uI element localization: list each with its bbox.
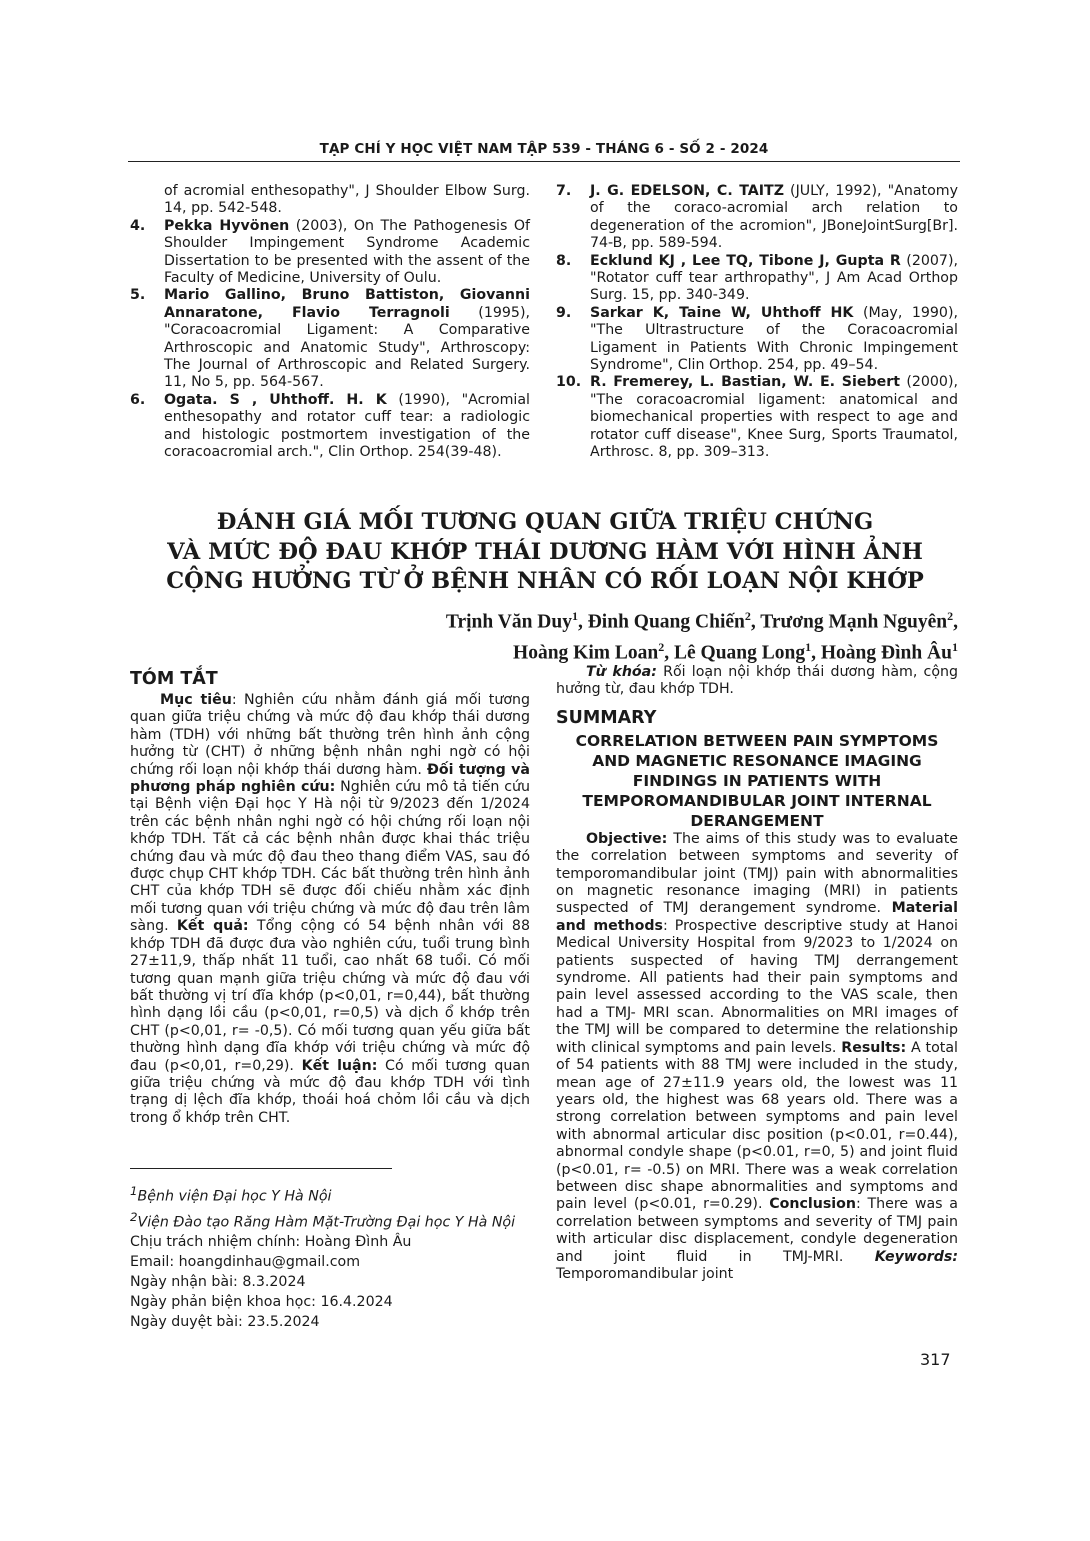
results-text-en: A total of 54 patients with 88 TMJ were included in the study, mean age of 27±11.9 years old, the lowest was 11 years old, the highest was 68 years old. There was a strong correlation between symptoms and pain level with abnormal articular disc position (p<0.01, r=0.44), abnormal condyle shape (p<0.01, r=0, 5) and joint fluid (p<0.01, r= -0.5) on MRI. There was a weak correlation between disc shape abnormalities and symptoms and pain level (p<0.01, r=0.29). [556,1039,959,1213]
author-separator: , [750,611,761,633]
reference-item [556,253,958,305]
summary-english [556,664,958,1283]
reference-number: 8. [556,252,572,269]
references-left-column [130,183,530,462]
author-separator: , [664,642,674,663]
reference-item [556,305,958,375]
author-affiliation: 2 [947,609,954,623]
footnotes [130,1181,540,1332]
article-title-line: ĐÁNH GIÁ MỐI TƯƠNG QUAN GIỮA TRIỆU CHỨNG [216,509,874,535]
affiliation-2: $^2$Viện Đào tạo Răng Hàm Mặt-Trường Đại học Y Hà Nội [130,1209,516,1231]
reference-item [130,392,530,462]
article-title-line: CỘNG HƯỞNG TỪ Ở BỆNH NHÂN CÓ RỐI LOẠN NỘI KHỚP [166,568,924,594]
results-text: Tổng cộng có 54 bệnh nhân với 88 khớp TDH đã được đưa vào nghiên cứu, tuổi trung bình 27±11,9, thấp nhất 11 tuổi, cao nhất 68 tuổi. Có mối tương quan mạnh giữa triệu chứng và mức độ đau với bất thường vị trí đĩa khớp (p<0,01, r=0,44), bất thường hình dạng lồi cầu (p<0,01, r=0,5) và dịch ổ khớp trên CHT (p<0,01, r= -0,5). Có mối tương quan yếu giữa bất thường hình dạng đĩa khớp với triệu chứng và mức độ đau (p<0,01, r=0,29). [130,918,530,1074]
reference-details: (2007), "Rotator cuff tear arthropathy", J Am Acad Orthop Surg. 15, pp. 340-349. [590,252,958,304]
reference-continuation [130,183,530,218]
author-separator: , [577,611,588,633]
objective-label-en: Objective: [586,830,668,847]
conclusion-text: Có mối tương quan giữa triệu chứng và mức độ đau khớp TDH với tình trạng dị lệch đĩa khớp, thoái hoá chỏm lồi cầu và dịch trong ổ khớp trên CHT. [130,1057,530,1126]
reference-number: 6. [130,391,146,408]
author-name: Hoàng Đình Âu [820,642,952,663]
article-title-line: VÀ MỨC ĐỘ ĐAU KHỚP THÁI DƯƠNG HÀM VỚI HÌNH ẢNH [167,538,923,565]
results-label-en: Results: [841,1039,907,1056]
affiliation-1: $^1$Bệnh viện Đại học Y Hà Nội [130,1184,332,1205]
keywords-vi-text: Rối loạn nội khớp thái dương hàm, cộng hưởng từ, đau khớp TDH. [556,664,959,698]
conclusion-label-en: Conclusion [769,1196,856,1213]
reference-number: 10. [556,374,582,391]
author-name: Lê Quang Long [673,642,806,663]
abstract-heading: TÓM TẮT [130,669,218,689]
reference-number: 4. [130,217,146,234]
reference-details: (May, 1990), "The Ultrastructure of the Coracoacromial Ligament in Patients With Chronic Impingement Syndrome", Clin Orthop. 254, pp. 49–54. [590,304,959,374]
conclusion-label: Kết luận: [301,1057,378,1074]
reference-authors: Pekka Hyvönen [164,217,290,234]
reference-authors: Mario Gallino, Bruno Battiston, Giovanni Annaratone, Flavio Terragnoli [164,287,530,321]
methods-label-en: Material and methods [556,900,958,934]
reference-details: (1995), "Coracoacromial Ligament: A Comparative Arthroscopic and Anatomic Study", Arthroscopy: The Journal of Arthroscopic and Related Surgery. 11, No 5, pp. 564-567. [164,304,530,391]
date-received: Ngày nhận bài: 8.3.2024 [130,1274,306,1291]
keywords-en-label: Keywords: [874,1248,958,1265]
objective-label: Mục tiêu [160,692,232,708]
reference-details: (2003), On The Pathogenesis Of Shoulder Impingement Syndrome Academic Dissertation to be presented with the assent of the Faculty of Medicine, University of Oulu. [164,217,530,287]
objective-text: : Nghiên cứu nhằm đánh giá mối tương quan giữa triệu chứng và mức độ đau khớp thái dương hàm (TDH) với những bất thường trên hình ảnh cộng hưởng từ (CHT) ở những bệnh nhân nghi ngờ có hội chứng rối loạn nội khớp thái dương hàm. [130,692,531,778]
reference-authors: Sarkar K, Taine W, Uhthoff HK [590,304,854,321]
methods-text-en: : Prospective descriptive study at Hanoi Medical University Hospital from 9/2023 to 1/2024 on patients suspected of having TMJ derrangement syndrome. All patients had their pain symptoms and pain level assessed according to the VAS scale, then had a TMJ- MRI scan. Abnormalities on MRI images of the TMJ will be compared to determine the relationship with clinical symptoms and pain levels. [556,917,958,1056]
reference-number: 7. [556,183,572,199]
reference-item [130,287,530,391]
keywords-vi-label: Từ khóa: [586,664,657,680]
author-separator: , [811,642,821,663]
author-affiliation: 1 [952,639,958,654]
reference-authors: R. Fremerey, L. Bastian, W. E. Siebert [590,374,901,391]
author-affiliation: 1 [805,639,812,654]
article-authors [300,604,958,665]
references-right-column [556,183,958,462]
contact-email: Email: hoangdinhau@gmail.com [130,1254,361,1271]
journal-header: TẠP CHÍ Y HỌC VIỆT NAM TẬP 539 - THÁNG 6 - SỐ 2 - 2024 [319,141,769,157]
author-affiliation: 1 [571,609,578,623]
date-accepted: Ngày duyệt bài: 23.5.2024 [130,1314,320,1331]
reference-details: (JULY, 1992), "Anatomy of the coraco-acromial arch relation to degeneration of the acromion", JBoneJointSurg[Br]. 74-B, pp. 589-594. [590,183,958,252]
article-title [128,508,962,597]
reference-number: 5. [130,287,146,304]
objective-text-en: The aims of this study was to evaluate the correlation between symptoms and severity of temporomandibular joint (TMJ) pain with abnormalities on magnetic resonance imaging (MRI) in patients suspected of TMJ derangement syndrome. [556,830,958,917]
results-label: Kết quả: [176,918,249,935]
summary-heading: SUMMARY [556,707,657,728]
reference-details: (1990), "Acromial enthesopathy and rotator cuff tear: a radiologic and histologic postmortem investigation of the coracoacromial arch.", Clin Orthop. 254(39-48). [164,391,530,461]
date-reviewed: Ngày phản biện khoa học: 16.4.2024 [130,1294,393,1311]
reference-item [130,218,530,288]
reference-authors: Ecklund KJ , Lee TQ, Tibone J, Gupta R [590,252,901,269]
abstract-vietnamese [130,668,530,1127]
page-number: 317 [920,1350,951,1369]
abstract-paragraph [130,692,530,1127]
methods-label: Đối tượng và phương pháp nghiên cứu: [130,761,530,796]
reference-authors: Ogata. S , Uhthoff. H. K [164,391,387,408]
author-affiliation: 2 [658,639,665,654]
reference-item [556,374,958,461]
summary-paragraph [556,831,958,1284]
affiliation-1-text: Bệnh viện Đại học Y Hà Nội [137,1188,332,1205]
author-affiliation: 2 [744,609,751,623]
methods-text: Nghiên cứu mô tả tiến cứu tại Bệnh viện Đại học Y Hà nội từ 9/2023 đến 1/2024 trên các bệnh nhân nghi ngờ có hội chứng rối loạn nội khớp TDH. Tất cả các bệnh nhân được khai thác triệu chứng đau và mức độ đau theo thang điểm VAS, sau đó được chụp CHT khớp TDH. Các bất thường trên hình ảnh CHT của khớp TDH sẽ được đối chiếu nhằm xác định mối tương quan với triệu chứng và mức độ đau trên lâm sàng. [130,779,530,935]
author-name: Trương Mạnh Nguyên [760,611,948,633]
author-name: Hoàng Kim Loan [513,642,659,663]
reference-number: 9. [556,304,572,321]
affiliation-2-text: Viện Đào tạo Răng Hàm Mặt-Trường Đại học Y Hà Nội [137,1214,516,1231]
conclusion-text-en: : There was a correlation between symptoms and severity of TMJ pain with articular disc displacement, condyle degeneration and joint fluid in TMJ-MRI. [556,1196,958,1265]
footnote-rule [130,1168,392,1169]
reference-item [556,183,958,253]
responsible-author: Chịu trách nhiệm chính: Hoàng Đình Âu [130,1234,412,1251]
summary-title: CORRELATION BETWEEN PAIN SYMPTOMS AND MAGNETIC RESONANCE IMAGING FINDINGS IN PATIENTS WITH TEMPOROMANDIBULAR JOINT INTERNAL DERANGEMENT [575,731,939,830]
keywords-en-text: Temporomandibular joint [556,1265,734,1282]
author-name: Trịnh Văn Duy [445,611,572,633]
reference-continuation-text: of acromial enthesopathy", J Shoulder Elbow Surg. 14, pp. 542-548. [164,183,530,217]
keywords-vi [556,664,958,699]
author-name: Đinh Quang Chiến [587,611,745,633]
author-separator: , [953,611,958,633]
reference-authors: J. G. EDELSON, C. TAITZ [590,183,784,199]
header-rule [128,161,960,162]
reference-details: (2000), "The coracoacromial ligament: anatomical and biomechanical properties with respect to age and rotator cuff disease", Knee Surg, Sports Traumatol, Arthrosc. 8, pp. 309–313. [590,374,959,461]
